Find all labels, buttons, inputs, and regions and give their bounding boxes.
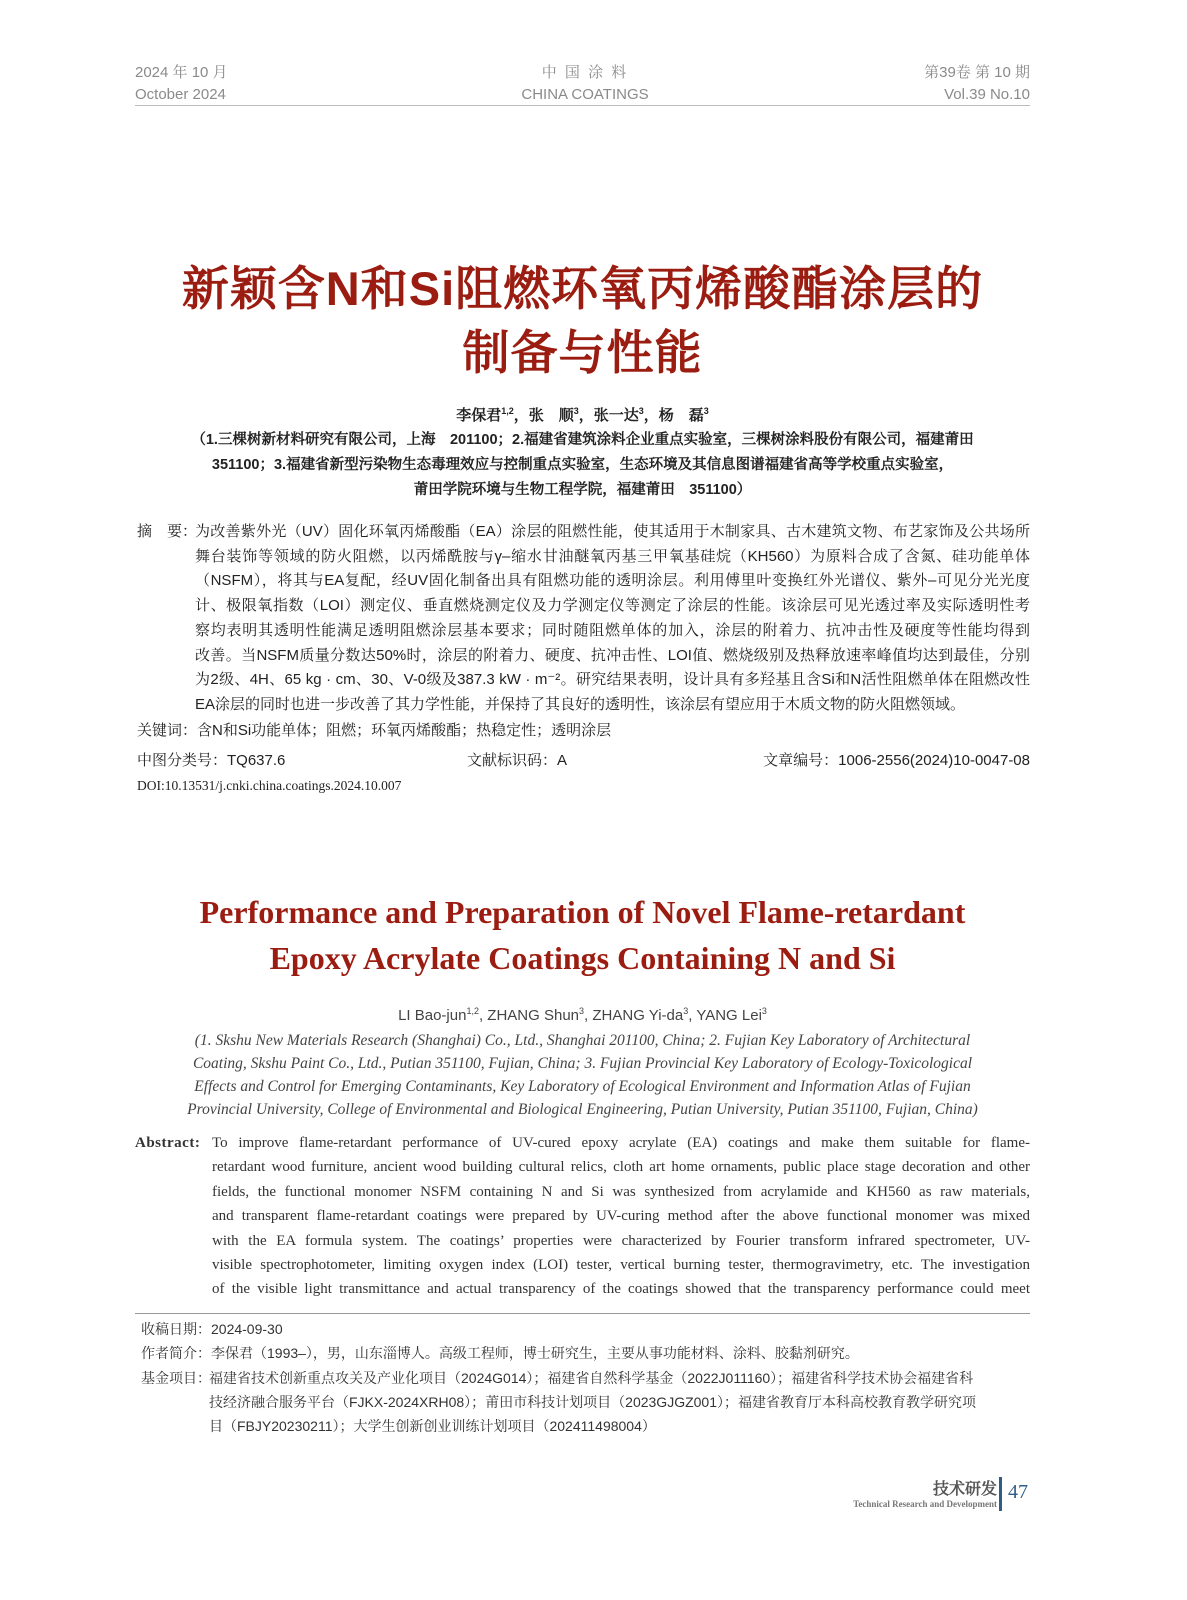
abstract-en-line: and transparent flame-retardant coatings were prepared by UV-curing method after the above functional monomer was mixed [212, 1208, 1030, 1225]
footnotes [141, 1317, 1030, 1438]
title-en-line: Epoxy Acrylate Coatings Containing N and Si [269, 940, 896, 976]
abstract-cn-line: 改善。当NSFM质量分数达50%时，涂层的附着力、硬度、抗冲击性、LOI值、燃烧级别及热释放速率峰值均达到最佳，分别 [195, 646, 1030, 664]
fund-line: 目（FBJY20230211）；大学生创新创业训练计划项目（202411498004） [209, 1418, 656, 1435]
affiliation-line: 351100；3.福建省新型污染物生态毒理效应与控制重点实验室，生态环境及其信息图谱福建省高等学校重点实验室， [211, 457, 954, 473]
received-date: 收稿日期：2024-09-30 [141, 1321, 283, 1337]
header-issue-en: Vol.39 No.10 [944, 86, 1030, 103]
affiliations-en [135, 1029, 1030, 1121]
authors-en [135, 1006, 1030, 1024]
header-issue [924, 62, 1030, 106]
header-journal [435, 62, 735, 106]
author: , ZHANG Shun$^3$ [478, 1006, 585, 1024]
title-cn [135, 257, 1030, 385]
affiliation-line: Effects and Control for Emerging Contaminants, Key Laboratory of Ecological Environment and Information Atlas of Fujian [194, 1078, 971, 1095]
abstract-cn [137, 520, 1030, 718]
abstract-cn-line: 为2级、4H、65 kg · cm、30、V-0级及387.3 kW · m⁻²。研究结果表明，设计具有多羟基且含Si和N活性阻燃单体在阻燃改性 [195, 671, 1030, 689]
abstract-en-line: retardant wood furniture, ancient wood building cultural relics, cloth art home ornaments, public place stage decoration and other [212, 1159, 1030, 1176]
header-date-en: October 2024 [135, 86, 226, 103]
header-date [135, 62, 228, 106]
title-cn-line: 新颖含N和Si阻燃环氧丙烯酸酯涂层的 [181, 262, 984, 315]
abstract-cn-line: 察均表明其透明性能满足透明阻燃涂层基本要求；同时随阻燃单体的加入，涂层的附着力、抗冲击性及硬度等性能均得到 [195, 621, 1030, 639]
abstract-en-line: fields, the functional monomer NSFM containing N and Si was synthesized from acrylamide and KH560 as raw materials, [212, 1183, 1030, 1200]
abstract-en-line: with the EA formula system. The coatings’ properties were characterized by Fourier transform infrared spectrometer, UV- [212, 1232, 1030, 1249]
affiliation-line: 莆田学院环境与生物工程学院，福建莆田 351100） [413, 482, 752, 498]
authors-cn [135, 404, 1030, 425]
abstract-cn-line: 舞台装饰等领域的防火阻燃，以丙烯酰胺与γ–缩水甘油醚氧丙基三甲氧基硅烷（KH560）为原料合成了含氮、硅功能单体 [195, 547, 1030, 565]
header-date-cn: 2024 年 10 月 [135, 64, 228, 81]
abstract-en-line: of the visible light transmittance and actual transparency of the coatings showed that the transparency performance could meet [212, 1281, 1030, 1298]
affiliation-line: Provincial University, College of Environmental and Biological Engineering, Putian University, Putian 351100, Fujian, China) [187, 1101, 978, 1118]
author: ，张 顺$^3$ [513, 406, 579, 424]
header-issue-cn: 第39卷 第 10 期 [924, 64, 1030, 81]
fund-line: 技经济融合服务平台（FJKX-2024XRH08）；莆田市科技计划项目（2023GJGZ001）；福建省教育厅本科高校教育教学研究项 [209, 1393, 976, 1410]
abstract-cn-line: 为改善紫外光（UV）固化环氧丙烯酸酯（EA）涂层的阻燃性能，使其适用于木制家具、古木建筑文物、布艺家饰及公共场所 [195, 523, 1030, 540]
article-number: 文章编号：1006-2556(2024)10-0047-08 [763, 752, 1030, 769]
fund-label: 基金项目： [141, 1369, 211, 1386]
author: 李保君$^{1,2}$ [456, 406, 514, 424]
author: ，张一达$^3$ [578, 406, 644, 424]
abstract-cn-line: 计、极限氧指数（LOI）测定仪、垂直燃烧测定仪及力学测定仪等测定了涂层的性能。该涂层可见光透过率及实际透明性考 [195, 597, 1030, 615]
abstract-en-line: visible spectrophotometer, limiting oxygen index (LOI) tester, vertical burning tester, thermogravimetry, etc. The investigation [212, 1257, 1030, 1274]
author: LI Bao-jun$^{1,2}$ [398, 1006, 479, 1024]
abstract-en-line: To improve flame-retardant performance of UV-cured epoxy acrylate (EA) coatings and make them suitable for flame- [212, 1135, 1030, 1151]
author: , YANG Lei$^3$ [688, 1006, 767, 1024]
affiliation-line: Coating, Skshu Paint Co., Ltd., Putian 351100, Fujian, China; 3. Fujian Provincial Key Laboratory of Ecology-Toxicological [192, 1055, 973, 1072]
fund-line: 福建省技术创新重点攻关及产业化项目（2024G014）；福建省自然科学基金（2022J011160）；福建省科学技术协会福建省科 [209, 1369, 974, 1386]
title-en [135, 889, 1030, 981]
document-code: 文献标识码：A [467, 752, 568, 769]
classification-number: 中图分类号：TQ637.6 [137, 752, 286, 769]
author: , ZHANG $Yi-da^3$ [584, 1006, 689, 1024]
abstract-en-label: Abstract: [135, 1135, 201, 1151]
affiliation-line: (1. Skshu New Materials Research (Shanghai) Co., Ltd., Shanghai 201100, China; 2. Fujian Key Laboratory of Architectural [194, 1032, 971, 1049]
header-rule [135, 105, 1030, 106]
header-journal-cn: 中 国 涂 料 [541, 64, 629, 81]
keywords-cn: 关键词：含N和Si功能单体；阻燃；环氧丙烯酸酯；热稳定性；透明涂层 [137, 722, 612, 739]
section-cn: 技术研发 [932, 1481, 997, 1498]
author-bio: 作者简介：李保君（1993–），男，山东淄博人。高级工程师，博士研究生，主要从事功能材料、涂料、胶黏剂研究。 [141, 1345, 859, 1362]
page-number: 47 [1008, 1481, 1028, 1503]
abstract-cn-line: （NSFM），将其与EA复配，经UV固化制备出具有阻燃功能的透明涂层。利用傅里叶变换红外光谱仪、紫外–可见分光光度 [195, 572, 1030, 590]
abstract-en [135, 1131, 1030, 1302]
footnote-rule [135, 1313, 1030, 1314]
fund-info [141, 1366, 1030, 1439]
section-en: Technical Research and Development [853, 1499, 997, 1509]
title-cn-line: 制备与性能 [462, 326, 703, 379]
abstract-cn-label: 摘 要： [137, 523, 198, 540]
section-label [853, 1476, 997, 1509]
page-divider-bar [999, 1477, 1002, 1511]
abstract-cn-line: EA涂层的同时也进一步改善了其力学性能，并保持了其良好的透明性，该涂层有望应用于木质文物的防火阻燃领域。 [195, 695, 966, 713]
header-journal-en: CHINA COATINGS [521, 86, 649, 103]
affiliation-line: （1.三棵树新材料研究有限公司，上海 201100；2.福建省建筑涂料企业重点实验室，三棵树涂料股份有限公司，福建莆田 [191, 432, 974, 448]
affiliations-cn [135, 428, 1030, 503]
author: ，杨 磊$^3$ [643, 406, 709, 424]
doi-link[interactable]: DOI:10.13531/j.cnki.china.coatings.2024.10.007 [137, 778, 402, 793]
title-en-line: Performance and Preparation of Novel Flame-retardant [199, 894, 966, 930]
